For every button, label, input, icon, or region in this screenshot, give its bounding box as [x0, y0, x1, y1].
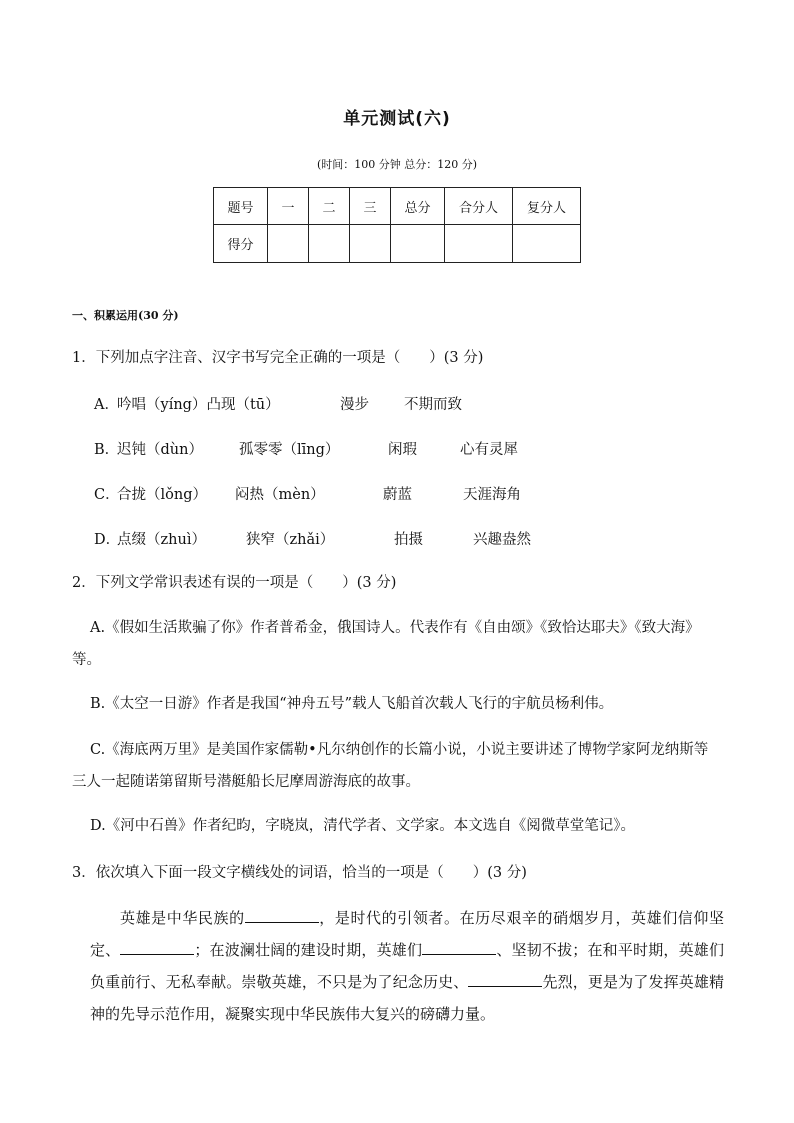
option-label: B．: [94, 442, 120, 458]
fill-blank-2[interactable]: [120, 940, 194, 955]
option-text: 不期而致: [404, 397, 462, 413]
option-text: 拍摄: [394, 532, 423, 548]
option-text: 吟唱（yíng）凸现（tū）: [117, 397, 280, 413]
question-3-stem: 3．依次填入下面一段文字横线处的词语，恰当的一项是（ ）(3 分): [72, 865, 527, 881]
option-label: D．: [94, 532, 121, 548]
score-cell[interactable]: [268, 225, 309, 263]
option-text: 迟钝（dùn）: [117, 442, 203, 458]
passage-text: ；在波澜壮阔的建设时期，英雄们: [194, 941, 423, 959]
q2-option-d: D.《河中石兽》作者纪昀，字晓岚，清代学者、文学家。本文选自《阅微草堂笔记》。: [90, 818, 635, 834]
option-text: 点缀（zhuì）: [117, 532, 206, 548]
option-text: 兴趣盎然: [473, 532, 531, 548]
option-label: C．: [94, 487, 120, 503]
option-label: A．: [94, 397, 119, 413]
option-text: 合拢（lǒng）: [117, 487, 207, 503]
page-title: 单元测试(六): [343, 109, 451, 129]
question-1-stem: 1．下列加点字注音、汉字书写完全正确的一项是（ ）(3 分): [72, 350, 484, 366]
q3-passage: [90, 902, 724, 1030]
option-text: 漫步: [340, 397, 369, 413]
score-cell[interactable]: [391, 225, 445, 263]
table-header-cell: 二: [309, 188, 350, 225]
table-header-cell: 题号: [214, 188, 268, 225]
score-cell[interactable]: [350, 225, 391, 263]
table-header-cell: 合分人: [445, 188, 513, 225]
score-row-label: 得分: [214, 225, 268, 263]
score-cell[interactable]: [309, 225, 350, 263]
table-header-cell: 一: [268, 188, 309, 225]
option-text: 心有灵犀: [460, 442, 518, 458]
table-header-cell: 总分: [391, 188, 445, 225]
fill-blank-1[interactable]: [245, 908, 319, 923]
score-cell[interactable]: [513, 225, 581, 263]
q2-option-b: B.《太空一日游》作者是我国“神舟五号”载人飞船首次载人飞行的宇航员杨利伟。: [90, 696, 614, 712]
option-text: 闷热（mèn）: [235, 487, 325, 503]
passage-text: 、坚韧不拔；在和平时期，英雄们负重前行、无私奉献。崇敬英雄，不只是为了纪念历史、: [90, 941, 724, 991]
question-2-stem: 2．下列文学常识表述有误的一项是（ ）(3 分): [72, 575, 397, 591]
option-text: 狭窄（zhǎi）: [246, 532, 335, 548]
q2-option-c: C.《海底两万里》是美国作家儒勒•凡尔纳创作的长篇小说，小说主要讲述了博物学家阿龙纳斯等三人一起随诺第留斯号潜艇船长尼摩周游海底的故事。: [72, 742, 709, 790]
passage-text: 先烈，更是为了发挥英雄精神的先导示范作用，凝聚实现中华民族伟大复兴的磅礴力量。: [90, 973, 724, 1023]
passage-text: 英雄是中华民族的: [120, 909, 245, 927]
section-heading: 一、积累运用(30 分): [72, 309, 179, 322]
score-table: [213, 187, 581, 263]
passage-text: ，是时代的引领者。在历尽艰辛的硝烟岁月，英雄们信仰坚定、: [90, 909, 724, 959]
fill-blank-3[interactable]: [422, 940, 496, 955]
fill-blank-4[interactable]: [468, 972, 542, 987]
score-table-score-row: [214, 225, 581, 263]
option-text: 蔚蓝: [383, 487, 412, 503]
exam-time-and-score: (时间：100 分钟 总分：120 分): [316, 158, 478, 171]
option-text: 孤零零（līng）: [239, 442, 340, 458]
score-table-header-row: [214, 188, 581, 225]
score-cell[interactable]: [445, 225, 513, 263]
option-text: 天涯海角: [463, 487, 521, 503]
option-text: 闲瑕: [388, 442, 417, 458]
table-header-cell: 三: [350, 188, 391, 225]
q2-option-a: A.《假如生活欺骗了你》作者普希金，俄国诗人。代表作有《自由颂》《致恰达耶夫》《致大海》等。: [72, 620, 700, 668]
table-header-cell: 复分人: [513, 188, 581, 225]
